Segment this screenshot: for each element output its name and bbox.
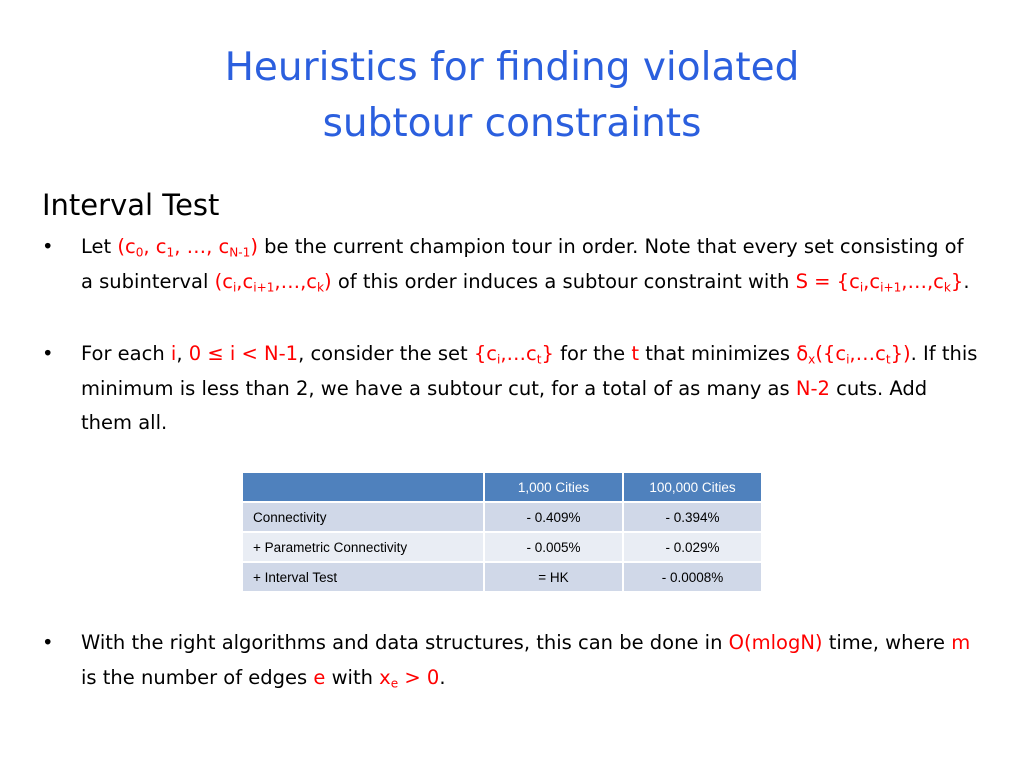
- table-cell: - 0.005%: [485, 533, 624, 563]
- table-header-cell: [243, 473, 485, 503]
- text-segment: , consider the set: [298, 342, 474, 365]
- table-cell: + Interval Test: [243, 563, 485, 593]
- bullet-text: [81, 230, 981, 299]
- tour-sequence: ($c_0$, $c_1$, …, $c_{N-1}$): [117, 235, 258, 260]
- variable-t: t: [631, 342, 640, 365]
- edge-condition: $x_e > 0$: [379, 665, 440, 691]
- text-segment: For each: [81, 342, 171, 365]
- table-cell: Connectivity: [243, 503, 485, 533]
- text-segment: Let: [81, 235, 118, 258]
- table-cell: + Parametric Connectivity: [243, 533, 485, 563]
- table-row: [243, 503, 763, 533]
- text-segment: is the number of edges: [81, 665, 314, 689]
- bullet-text: [81, 337, 981, 441]
- table-cell: - 0.0008%: [624, 563, 763, 593]
- bullet-item-current-tour: [42, 230, 981, 299]
- section-heading: Interval Test: [42, 188, 220, 222]
- bullet-marker: •: [42, 342, 54, 365]
- table-row: [243, 563, 763, 593]
- set-expression: $\{c_i,\dots c_t\}$: [473, 342, 554, 367]
- results-table: [243, 473, 763, 593]
- text-segment: for the: [553, 342, 632, 365]
- text-segment: be the current champion tour in order. Note that every set consisting of a subinterval: [81, 235, 964, 293]
- bullet-item-complexity: [42, 626, 981, 695]
- table-cell: - 0.029%: [624, 533, 763, 563]
- table-cell: - 0.394%: [624, 503, 763, 533]
- bullet-item-for-each-i: [42, 337, 981, 441]
- table-header-row: [243, 473, 763, 503]
- range-expression: 0 ≤ i < N-1: [188, 342, 299, 365]
- subinterval-expression: $(c_i,c_{i+1},\dots,c_k)$: [214, 269, 332, 295]
- cut-count: N-2: [795, 376, 830, 400]
- complexity-expression: O(mlogN): [728, 631, 823, 654]
- delta-expression: $\delta_x(\{c_i,\dots c_t\})$: [796, 342, 911, 367]
- text-segment: With the right algorithms and data structures, this can be done in: [81, 631, 729, 654]
- table-cell: = HK: [485, 563, 624, 593]
- text-segment: ,: [176, 342, 189, 365]
- bullet-text: [81, 626, 981, 695]
- text-segment: that minimizes: [639, 342, 797, 365]
- table-cell: - 0.409%: [485, 503, 624, 533]
- bullet-marker: •: [42, 631, 54, 654]
- variable-m: m: [951, 631, 971, 654]
- table-header-cell: 1,000 Cities: [485, 473, 624, 503]
- variable-i: i: [170, 342, 177, 365]
- slide-title: [0, 40, 1024, 152]
- text-segment: .: [439, 665, 446, 689]
- text-segment: cuts. Add them all.: [81, 376, 928, 434]
- bullet-marker: •: [42, 235, 54, 258]
- table-row: [243, 533, 763, 563]
- text-segment: .: [963, 269, 970, 293]
- slide-title-line-1: Heuristics for finding violated: [224, 45, 800, 90]
- table-header-cell: 100,000 Cities: [624, 473, 763, 503]
- set-s-expression: $S = \{c_i,c_{i+1},\dots,c_k\}$: [795, 269, 964, 295]
- text-segment: . If this minimum is less than 2, we have a subtour cut, for a total of as many as: [81, 342, 978, 400]
- variable-e: e: [313, 665, 326, 689]
- text-segment: time, where: [822, 631, 952, 654]
- text-segment: with: [325, 665, 380, 689]
- slide-title-line-2: subtour constraints: [322, 101, 702, 146]
- text-segment: of this order induces a subtour constraint with: [331, 269, 796, 293]
